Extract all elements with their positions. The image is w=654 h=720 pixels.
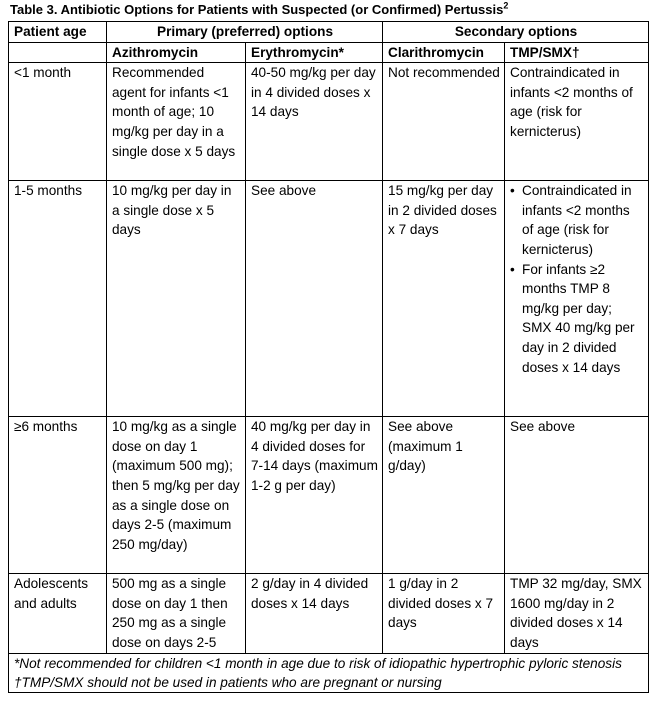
erythromycin-cell: 40 mg/kg per day in 4 divided doses for 7-14 days (maximum 1-2 g per day) <box>246 417 383 574</box>
header-empty-cell <box>9 42 107 63</box>
table-row <box>9 181 649 417</box>
header-secondary-options: Secondary options <box>383 22 649 43</box>
bullet-item: • Contraindicated in infants <2 months of age (risk for kernicterus) <box>522 181 644 259</box>
table-title: Table 3. Antibiotic Options for Patients with Suspected (or Confirmed) Pertussis <box>10 2 504 17</box>
azithromycin-cell: 500 mg as a single dose on day 1 then 250 mg as a single dose on days 2-5 <box>107 574 246 653</box>
erythromycin-cell: See above <box>246 181 383 417</box>
header-patient-age: Patient age <box>9 22 107 43</box>
tmp-smx-cell <box>505 181 649 417</box>
azithromycin-cell: 10 mg/kg per day in a single dose x 5 days <box>107 181 246 417</box>
header-clarithromycin: Clarithromycin <box>383 42 505 63</box>
clarithromycin-cell: 15 mg/kg per day in 2 divided doses x 7 days <box>383 181 505 417</box>
antibiotic-table <box>8 21 649 693</box>
header-erythromycin: Erythromycin* <box>246 42 383 63</box>
table-row <box>9 63 649 181</box>
tmp-smx-bullet-list <box>510 181 644 377</box>
tmp-smx-cell: TMP 32 mg/day, SMX 1600 mg/day in 2 divided doses x 14 days <box>505 574 649 653</box>
age-cell: Adolescents and adults <box>9 574 107 653</box>
table-row <box>9 417 649 574</box>
clarithromycin-cell: 1 g/day in 2 divided doses x 7 days <box>383 574 505 653</box>
footnote-tmp-smx: †TMP/SMX should not be used in patients who are pregnant or nursing <box>14 674 442 690</box>
header-primary-options: Primary (preferred) options <box>107 22 383 43</box>
erythromycin-cell: 2 g/day in 4 divided doses x 14 days <box>246 574 383 653</box>
tmp-smx-cell: See above <box>505 417 649 574</box>
header-azithromycin: Azithromycin <box>107 42 246 63</box>
azithromycin-cell: Recommended agent for infants <1 month of age; 10 mg/kg per day in a single dose x 5 days <box>107 63 246 181</box>
tmp-smx-cell: Contraindicated in infants <2 months of age (risk for kernicterus) <box>505 63 649 181</box>
header-row-groups <box>9 22 649 43</box>
footnote-row <box>9 653 649 692</box>
age-cell: 1-5 months <box>9 181 107 417</box>
footnotes-cell <box>9 653 649 692</box>
reference-superscript: 2 <box>503 0 509 11</box>
clarithromycin-cell: Not recommended <box>383 63 505 181</box>
azithromycin-cell: 10 mg/kg as a single dose on day 1 (maximum 500 mg); then 5 mg/kg per day as a single dose on days 2-5 (maximum 250 mg/day) <box>107 417 246 574</box>
table-caption <box>10 2 508 18</box>
footnote-erythromycin: *Not recommended for children <1 month in age due to risk of idiopathic hypertrophic pyloric stenosis <box>14 655 622 671</box>
erythromycin-cell: 40-50 mg/kg per day in 4 divided doses x 14 days <box>246 63 383 181</box>
age-cell: ≥6 months <box>9 417 107 574</box>
bullet-item: • For infants ≥2 months TMP 8 mg/kg per day; SMX 40 mg/kg per day in 2 divided doses x 14 days <box>522 260 644 378</box>
clarithromycin-cell: See above (maximum 1 g/day) <box>383 417 505 574</box>
table-row <box>9 574 649 653</box>
header-tmp-smx: TMP/SMX† <box>505 42 649 63</box>
header-row-drugs <box>9 42 649 63</box>
age-cell: <1 month <box>9 63 107 181</box>
